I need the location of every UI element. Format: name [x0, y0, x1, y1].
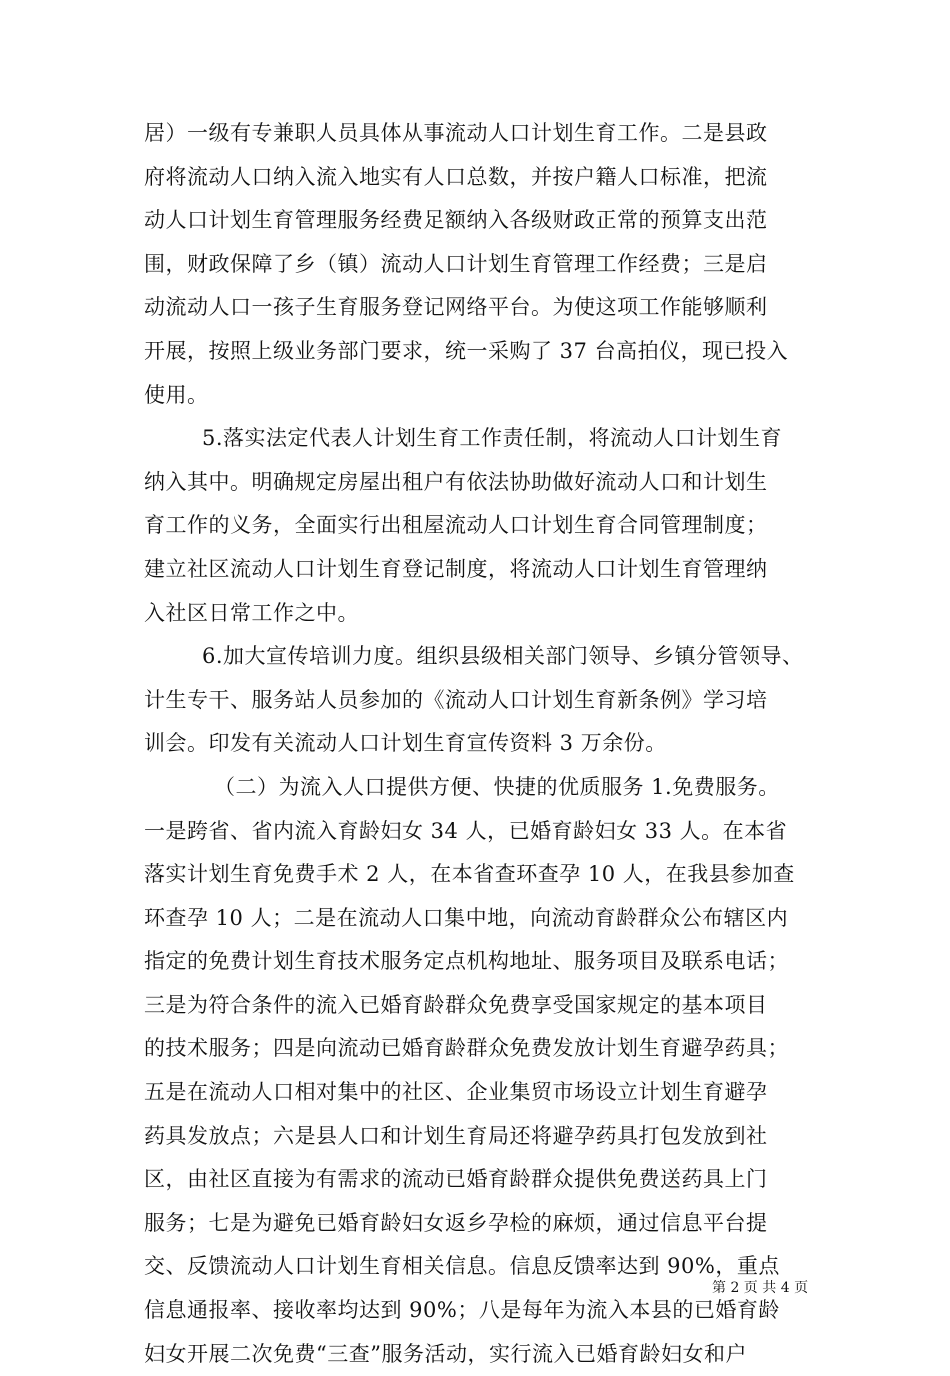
text-line: 使用。 [144, 382, 209, 407]
text-line: 妇女开展二次免费“三查”服务活动，实行流入已婚育龄妇女和户 [144, 1341, 747, 1366]
text-line: 指定的免费计划生育技术服务定点机构地址、服务项目及联系电话； [144, 949, 789, 974]
text-line: 居）一级有专兼职人员具体从事流动人口计划生育工作。二是县政 [144, 121, 768, 145]
page-number: 第 2 页 共 4 页 [712, 1280, 809, 1296]
text-line: 围，财政保障了乡（镇）流动人口计划生育管理工作经费；三是启 [144, 251, 768, 276]
text-line: 开展，按照上级业务部门要求，统一采购了 37 台高拍仪，现已投入 [144, 338, 789, 363]
text-line: 训会。印发有关流动人口计划生育宣传资料 3 万余份。 [144, 731, 667, 756]
paragraph-6-first-line: 6.加大宣传培训力度。组织县级相关部门领导、乡镇分管领导、 [202, 644, 804, 669]
text-line: 育工作的义务，全面实行出租屋流动人口计划生育合同管理制度； [144, 513, 768, 538]
text-line: 环查孕 10 人；二是在流动人口集中地，向流动育龄群众公布辖区内 [144, 905, 789, 930]
text-line: 建立社区流动人口计划生育登记制度，将流动人口计划生育管理纳 [144, 556, 768, 581]
text-line: 动流动人口一孩子生育服务登记网络平台。为使这项工作能够顺利 [144, 295, 768, 320]
text-line: 落实计划生育免费手术 2 人，在本省查环查孕 10 人，在我县参加查 [144, 862, 795, 887]
body-text [144, 112, 814, 1376]
text-line: 计生专干、服务站人员参加的《流动人口计划生育新条例》学习培 [144, 687, 768, 712]
text-line: 动人口计划生育管理服务经费足额纳入各级财政正常的预算支出范 [144, 208, 768, 233]
text-line: 区，由社区直接为有需求的流动已婚育龄群众提供免费送药具上门 [144, 1167, 768, 1192]
text-line: 药具发放点；六是县人口和计划生育局还将避孕药具打包发放到社 [144, 1123, 768, 1148]
text-line: 服务；七是为避免已婚育龄妇女返乡孕检的麻烦，通过信息平台提 [144, 1210, 768, 1235]
text-line: 交、反馈流动人口计划生育相关信息。信息反馈率达到 90%，重点 [144, 1254, 780, 1279]
text-line: 入社区日常工作之中。 [144, 600, 359, 625]
text-line: 三是为符合条件的流入已婚育龄群众免费享受国家规定的基本项目 [144, 992, 768, 1017]
paragraph-5-first-line: 5.落实法定代表人计划生育工作责任制，将流动人口计划生育 [202, 426, 783, 451]
text-line: 信息通报率、接收率均达到 90%；八是每年为流入本县的已婚育龄 [144, 1298, 780, 1323]
text-line: 一是跨省、省内流入育龄妇女 34 人，已婚育龄妇女 33 人。在本省 [144, 818, 788, 843]
section-2-heading-line: （二）为流入人口提供方便、快捷的优质服务 1.免费服务。 [214, 774, 780, 799]
text-line: 纳入其中。明确规定房屋出租户有依法协助做好流动人口和计划生 [144, 469, 768, 494]
text-line: 的技术服务；四是向流动已婚育龄群众免费发放计划生育避孕药具； [144, 1036, 789, 1061]
text-line: 府将流动人口纳入流入地实有人口总数，并按户籍人口标准，把流 [144, 164, 768, 189]
text-line: 五是在流动人口相对集中的社区、企业集贸市场设立计划生育避孕 [144, 1080, 768, 1105]
